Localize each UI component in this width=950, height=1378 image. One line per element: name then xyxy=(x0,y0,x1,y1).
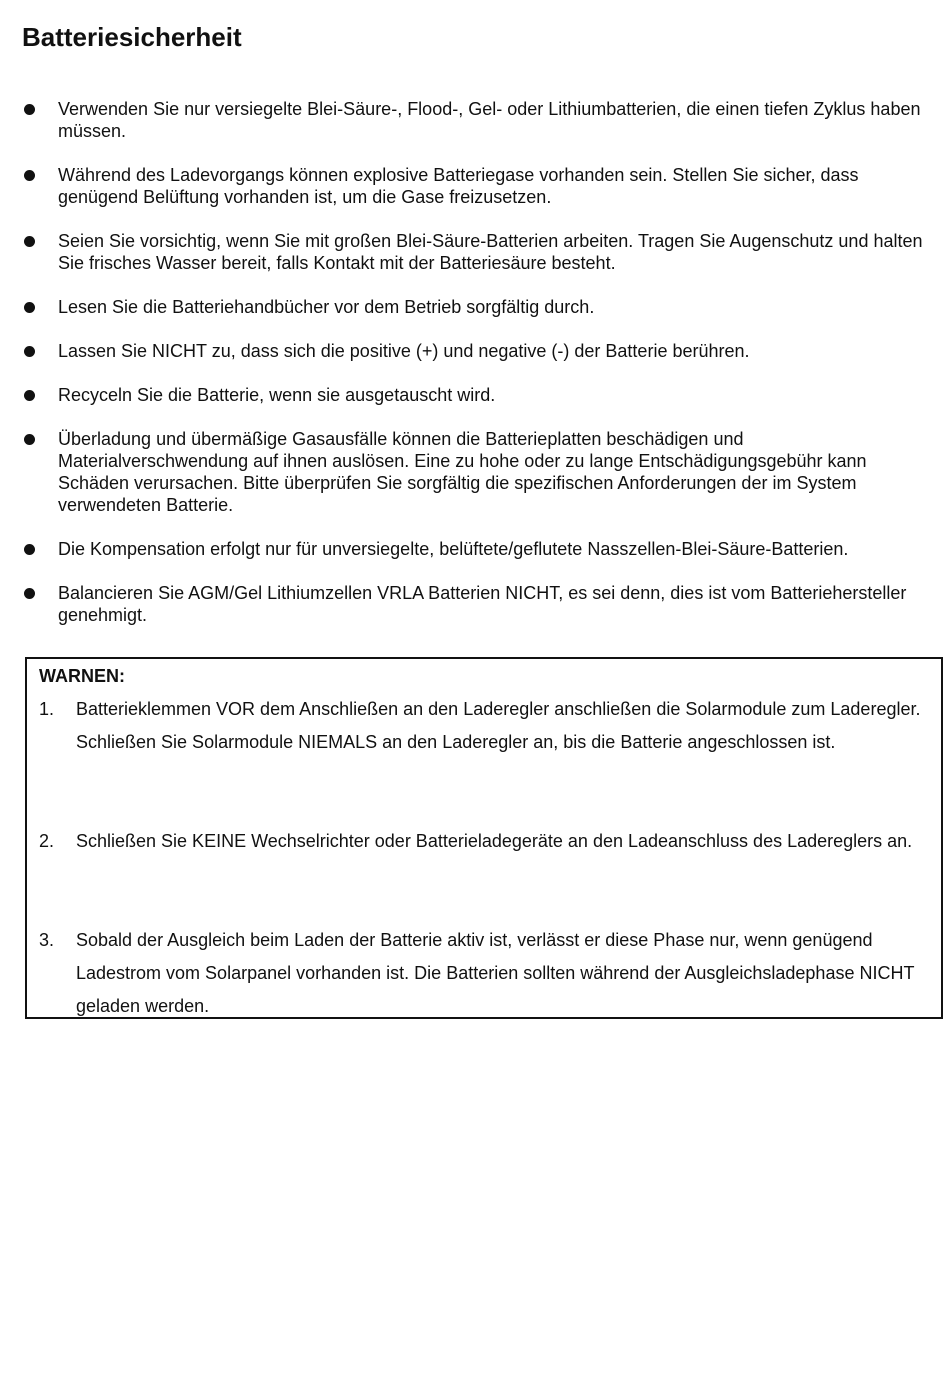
bullet-text: Recyceln Sie die Batterie, wenn sie ausgetauscht wird. xyxy=(58,385,496,405)
warning-item-number: 1. xyxy=(39,699,55,719)
warning-item-text: Sobald der Ausgleich beim Laden der Batterie aktiv ist, verlässt er diese Phase nur, wenn genügend Ladestrom vom Solarpanel vorhanden ist. Die Batterien sollten während der Ausgleichsladephase NICHT geladen werden. xyxy=(76,930,915,1016)
bullet-dot-icon xyxy=(24,346,35,357)
bullet-text: Balancieren Sie AGM/Gel Lithiumzellen VRLA Batterien NICHT, es sei denn, dies ist vom Batteriehersteller genehmigt. xyxy=(58,583,907,625)
warning-item-text: Batterieklemmen VOR dem Anschließen an den Laderegler anschließen die Solarmodule zum Laderegler. Schließen Sie Solarmodule NIEMALS an den Laderegler an, bis die Batterie angeschlossen ist. xyxy=(76,699,921,752)
bullet-dot-icon xyxy=(24,104,35,115)
bullet-text: Lesen Sie die Batteriehandbücher vor dem Betrieb sorgfältig durch. xyxy=(58,297,595,317)
bullet-dot-icon xyxy=(24,236,35,247)
warning-item-text: Schließen Sie KEINE Wechselrichter oder Batterieladegeräte an den Ladeanschluss des Ladereglers an. xyxy=(76,831,913,851)
warning-box xyxy=(25,657,943,1019)
bullet-text: Während des Ladevorgangs können explosive Batteriegase vorhanden sein. Stellen Sie sicher, dass genügend Belüftung vorhanden ist, um die Gase freizusetzen. xyxy=(58,165,859,207)
page-title: Batteriesicherheit xyxy=(22,22,242,52)
bullet-text: Lassen Sie NICHT zu, dass sich die positive (+) und negative (-) der Batterie berühren. xyxy=(58,341,750,361)
bullet-dot-icon xyxy=(24,170,35,181)
warning-item-number: 3. xyxy=(39,930,55,950)
bullet-text: Die Kompensation erfolgt nur für unversiegelte, belüftete/geflutete Nasszellen-Blei-Säure-Batterien. xyxy=(58,539,849,559)
bullet-dot-icon xyxy=(24,390,35,401)
bullet-text: Verwenden Sie nur versiegelte Blei-Säure-, Flood-, Gel- oder Lithiumbatterien, die einen tiefen Zyklus haben müssen. xyxy=(58,99,921,141)
bullet-dot-icon xyxy=(24,302,35,313)
bullet-dot-icon xyxy=(24,588,35,599)
bullet-dot-icon xyxy=(24,434,35,445)
bullet-text: Seien Sie vorsichtig, wenn Sie mit großen Blei-Säure-Batterien arbeiten. Tragen Sie Augenschutz und halten Sie frisches Wasser bereit, falls Kontakt mit der Batteriesäure besteht. xyxy=(58,231,923,273)
warning-title: WARNEN: xyxy=(39,666,125,686)
warning-item-number: 2. xyxy=(39,831,55,851)
bullet-text: Überladung und übermäßige Gasausfälle können die Batterieplatten beschädigen und Materialverschwendung auf ihnen auslösen. Eine zu hohe oder zu lange Entschädigungsgebühr kann Schäden verursachen. Bitte überprüfen Sie sorgfältig die spezifischen Anforderungen der im System verwendeten Batterie. xyxy=(58,429,867,515)
bullet-dot-icon xyxy=(24,544,35,555)
